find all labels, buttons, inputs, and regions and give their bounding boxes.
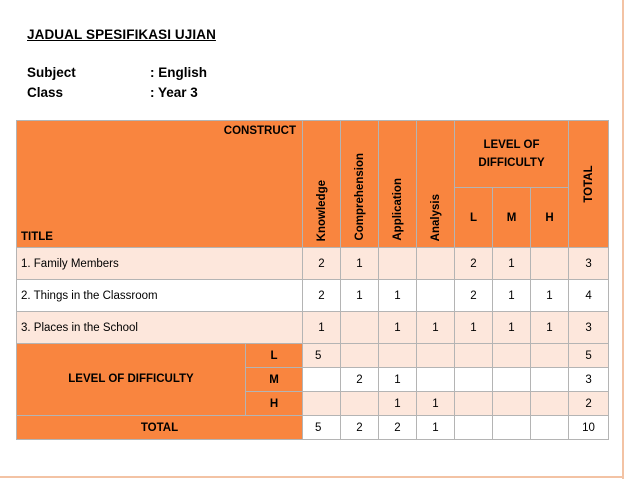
cell-empty bbox=[455, 416, 493, 440]
row-title: 2. Things in the Classroom bbox=[17, 280, 303, 312]
class-line bbox=[27, 85, 198, 100]
cell-application: 2 bbox=[379, 416, 417, 440]
cell-empty bbox=[531, 368, 569, 392]
cell-level-h: 1 bbox=[531, 312, 569, 344]
header-level-l: L bbox=[455, 188, 493, 248]
cell-knowledge: 5 bbox=[303, 416, 341, 440]
cell-total: 2 bbox=[569, 392, 609, 416]
cell-application: 1 bbox=[379, 312, 417, 344]
cell-knowledge: 2 bbox=[303, 248, 341, 280]
cell-comprehension bbox=[341, 344, 379, 368]
cell-level-m: 1 bbox=[493, 312, 531, 344]
cell-application: 1 bbox=[379, 392, 417, 416]
cell-comprehension: 2 bbox=[341, 416, 379, 440]
cell-level-h: 1 bbox=[531, 280, 569, 312]
cell-empty bbox=[531, 344, 569, 368]
cell-level-m: 1 bbox=[493, 280, 531, 312]
table-row bbox=[17, 280, 609, 312]
cell-empty bbox=[493, 368, 531, 392]
row-title: 1. Family Members bbox=[17, 248, 303, 280]
class-value: : Year 3 bbox=[150, 85, 198, 100]
cell-empty bbox=[455, 392, 493, 416]
application-label: Application bbox=[391, 178, 404, 241]
cell-knowledge bbox=[303, 392, 341, 416]
cell-empty bbox=[493, 416, 531, 440]
difficulty-label: LEVEL OF DIFFICULTY bbox=[17, 344, 246, 416]
cell-analysis: 1 bbox=[417, 416, 455, 440]
header-level-h: H bbox=[531, 188, 569, 248]
cell-total: 4 bbox=[569, 280, 609, 312]
cell-application: 1 bbox=[379, 368, 417, 392]
cell-comprehension: 2 bbox=[341, 368, 379, 392]
document-title: JADUAL SPESIFIKASI UJIAN bbox=[27, 27, 216, 42]
specification-table bbox=[16, 120, 609, 440]
difficulty-level: H bbox=[246, 392, 303, 416]
cell-application bbox=[379, 344, 417, 368]
cell-empty bbox=[455, 344, 493, 368]
construct-title-header bbox=[17, 121, 303, 248]
cell-application: 1 bbox=[379, 280, 417, 312]
header-level-m: M bbox=[493, 188, 531, 248]
cell-analysis: 1 bbox=[417, 312, 455, 344]
slide-right-accent bbox=[622, 0, 624, 479]
cell-knowledge: 5 bbox=[303, 344, 341, 368]
cell-application bbox=[379, 248, 417, 280]
cell-knowledge: 2 bbox=[303, 280, 341, 312]
cell-empty bbox=[493, 344, 531, 368]
cell-knowledge: 1 bbox=[303, 312, 341, 344]
knowledge-label: Knowledge bbox=[315, 179, 328, 241]
slide-bottom-accent bbox=[0, 476, 624, 478]
header-analysis bbox=[417, 121, 455, 248]
header-total bbox=[569, 121, 609, 248]
cell-analysis: 1 bbox=[417, 392, 455, 416]
cell-total: 3 bbox=[569, 368, 609, 392]
row-title: 3. Places in the School bbox=[17, 312, 303, 344]
cell-total: 3 bbox=[569, 248, 609, 280]
comprehension-label: Comprehension bbox=[353, 153, 366, 241]
cell-level-l: 2 bbox=[455, 248, 493, 280]
cell-total: 5 bbox=[569, 344, 609, 368]
difficulty-row-l bbox=[17, 344, 609, 368]
total-label: TOTAL bbox=[582, 165, 595, 203]
cell-level-l: 1 bbox=[455, 312, 493, 344]
header-knowledge bbox=[303, 121, 341, 248]
difficulty-level: L bbox=[246, 344, 303, 368]
cell-level-m: 1 bbox=[493, 248, 531, 280]
cell-level-h bbox=[531, 248, 569, 280]
header-comprehension bbox=[341, 121, 379, 248]
table-row bbox=[17, 248, 609, 280]
difficulty-level: M bbox=[246, 368, 303, 392]
header-application bbox=[379, 121, 417, 248]
cell-level-l: 2 bbox=[455, 280, 493, 312]
class-label: Class bbox=[27, 85, 64, 100]
totals-label: TOTAL bbox=[17, 416, 303, 440]
cell-comprehension bbox=[341, 312, 379, 344]
table-row bbox=[17, 312, 609, 344]
cell-analysis bbox=[417, 280, 455, 312]
cell-empty bbox=[493, 392, 531, 416]
cell-empty bbox=[455, 368, 493, 392]
cell-total: 3 bbox=[569, 312, 609, 344]
cell-comprehension: 1 bbox=[341, 248, 379, 280]
cell-empty bbox=[531, 416, 569, 440]
construct-label: CONSTRUCT bbox=[223, 125, 296, 137]
cell-analysis bbox=[417, 344, 455, 368]
totals-row bbox=[17, 416, 609, 440]
subject-label: Subject bbox=[27, 65, 76, 80]
title-label: TITLE bbox=[21, 231, 53, 243]
header-row bbox=[17, 121, 609, 188]
cell-comprehension: 1 bbox=[341, 280, 379, 312]
cell-analysis bbox=[417, 368, 455, 392]
header-level-of-difficulty: LEVEL OF DIFFICULTY bbox=[455, 121, 569, 188]
cell-analysis bbox=[417, 248, 455, 280]
subject-value: : English bbox=[150, 65, 207, 80]
cell-comprehension bbox=[341, 392, 379, 416]
cell-empty bbox=[531, 392, 569, 416]
cell-total: 10 bbox=[569, 416, 609, 440]
subject-line bbox=[27, 65, 207, 80]
cell-knowledge bbox=[303, 368, 341, 392]
analysis-label: Analysis bbox=[429, 193, 442, 241]
